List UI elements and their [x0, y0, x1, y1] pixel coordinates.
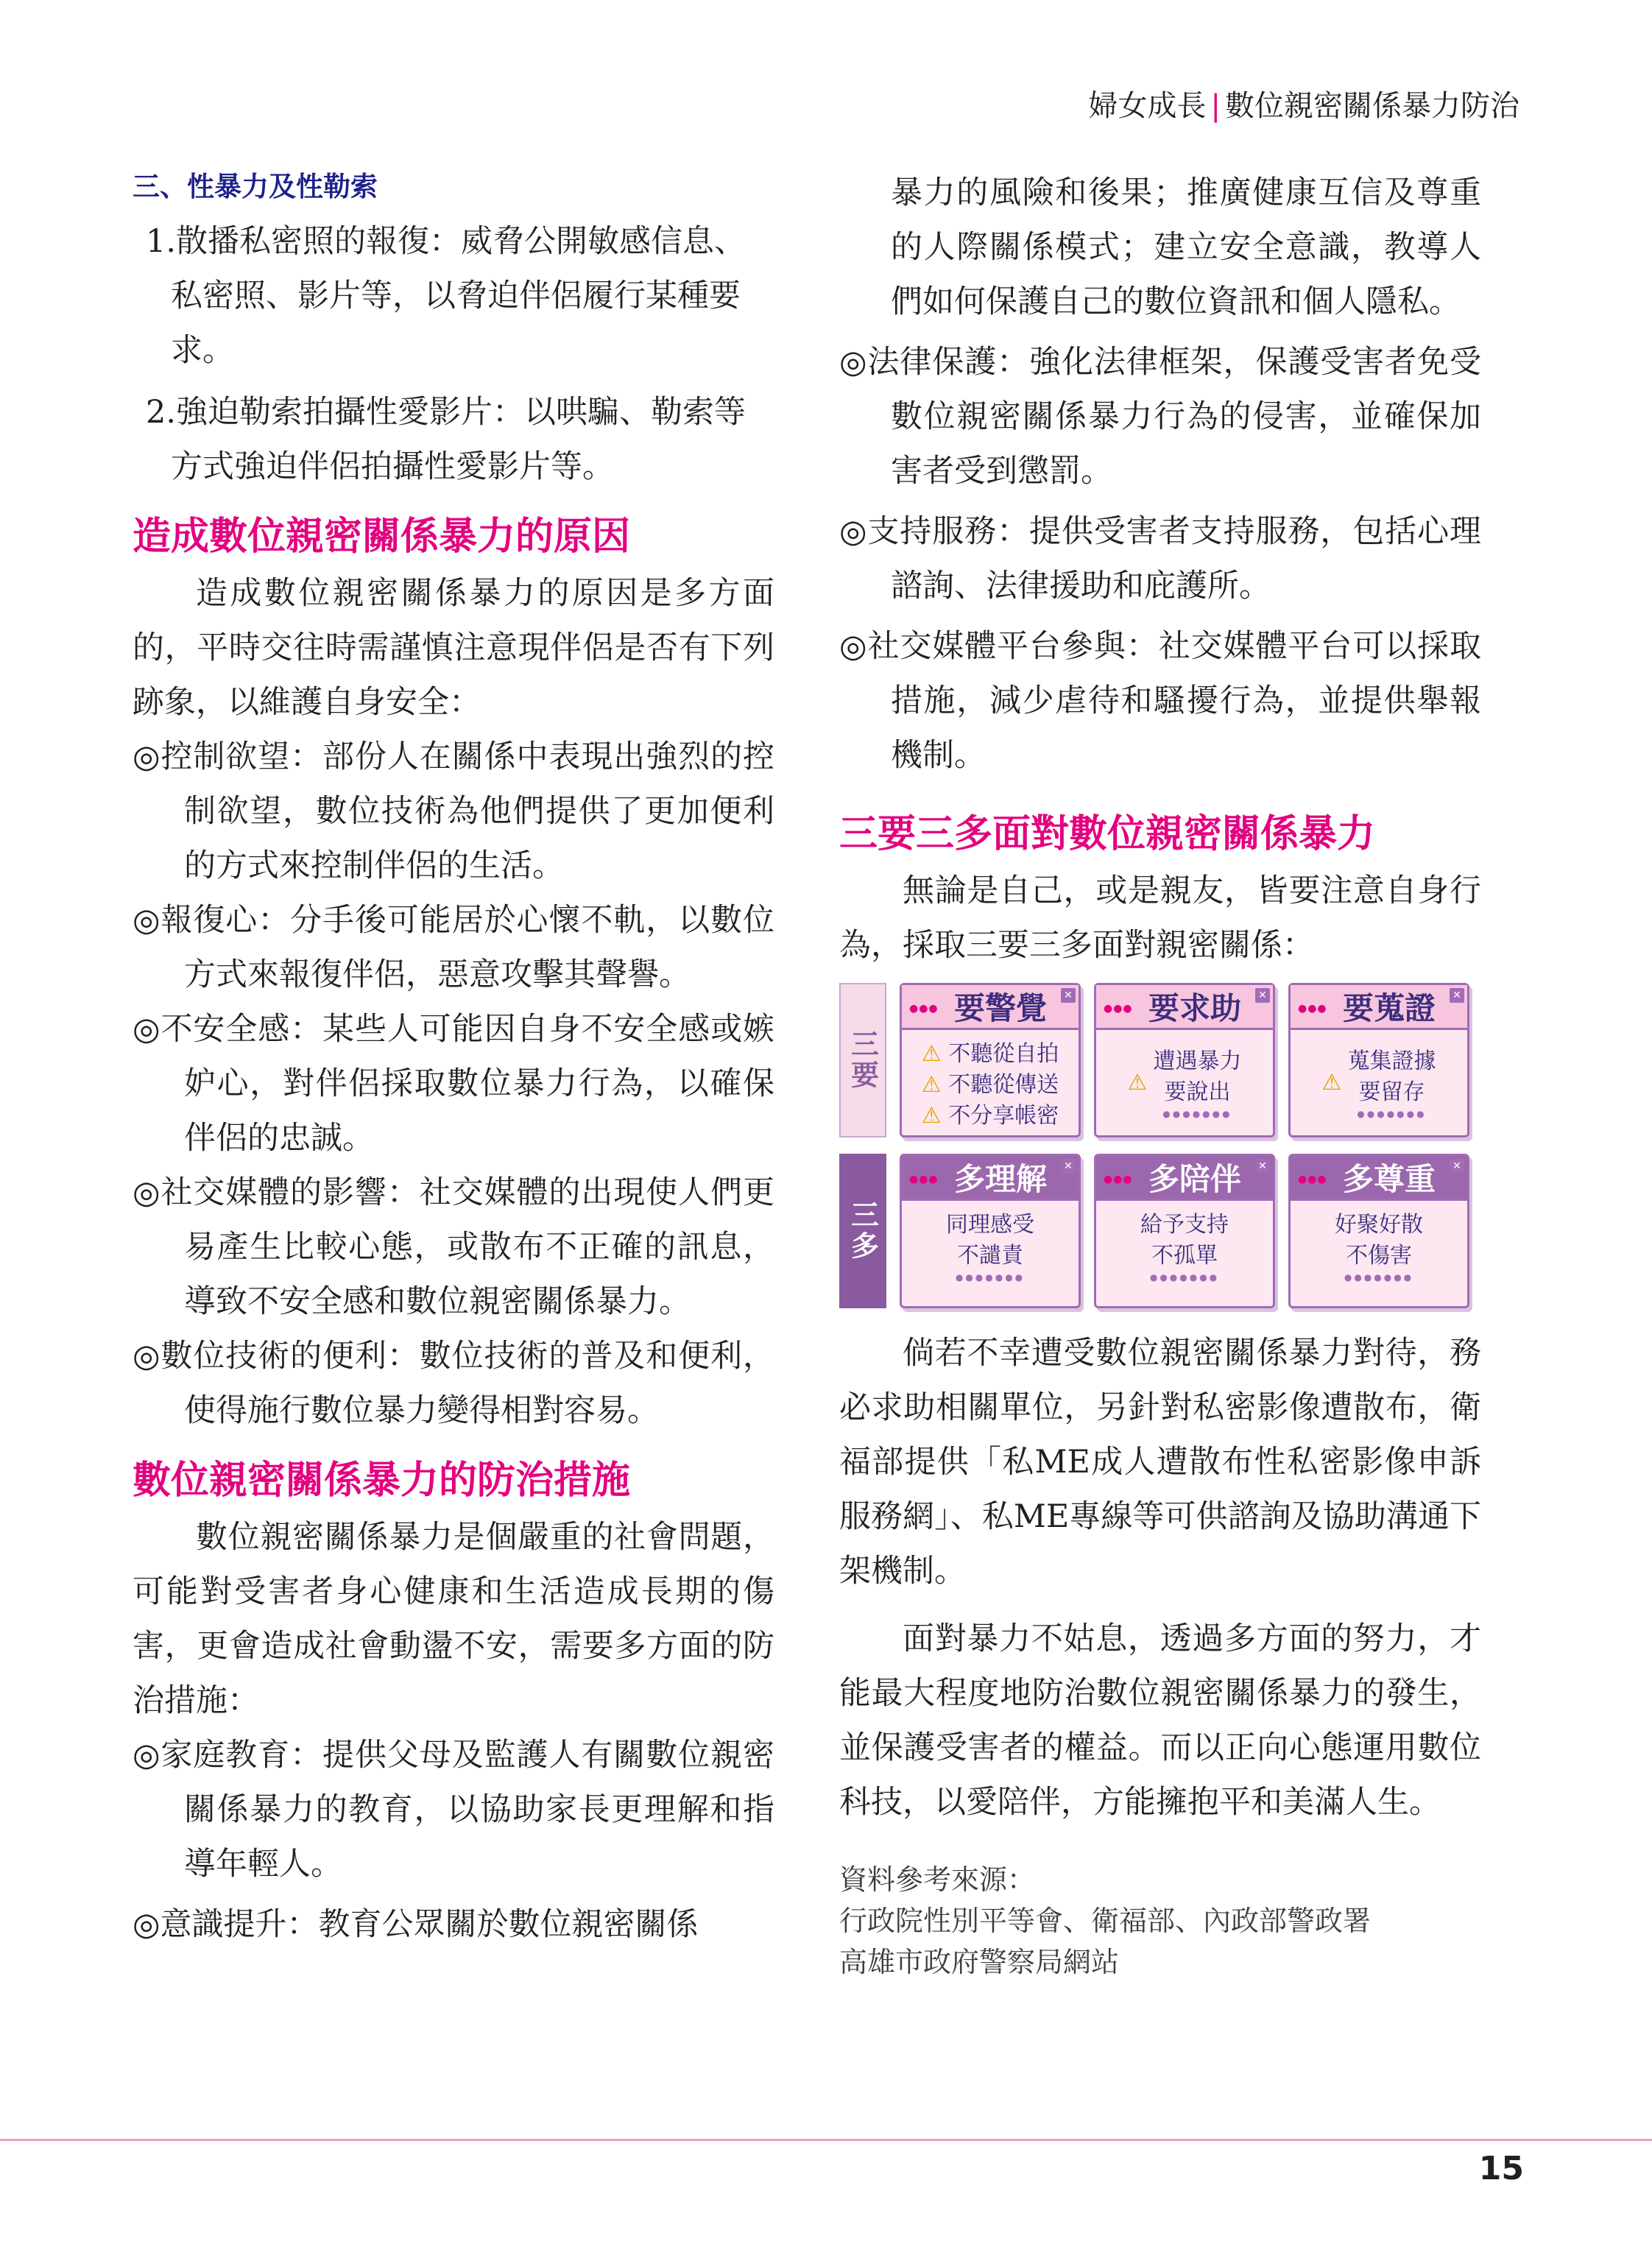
card-line: 不譴責: [957, 1243, 1023, 1269]
card-accompany: [1094, 1154, 1275, 1308]
footer-divider: [0, 2139, 1652, 2141]
three-musts-infographic: [839, 983, 1481, 1314]
close-icon: ✕: [1061, 1159, 1076, 1174]
row-label-three-mores: 三多: [839, 1154, 886, 1308]
card-line: 要留存: [1358, 1079, 1425, 1105]
dots-decoration: ●●●●●●●: [955, 1272, 1026, 1283]
card-evidence: [1288, 983, 1469, 1137]
close-icon: ✕: [1061, 988, 1076, 1003]
left-column: [133, 166, 774, 1952]
sub-heading: 三、性暴力及性勒索: [133, 171, 378, 202]
card-line: 好聚好散: [1335, 1212, 1423, 1238]
section-heading: 數位親密關係暴力的防治措施: [133, 1458, 631, 1503]
card-line: 給予支持: [1140, 1212, 1229, 1238]
card-respect: [1288, 1154, 1469, 1308]
dots-decoration: ●●●●●●●: [1357, 1109, 1427, 1119]
bullet-item: ◎不安全感：某些人可能因自身不安全感或嫉妒心，對伴侶採取數位暴力行為，以確保伴侶的忠誠。: [133, 1011, 774, 1157]
source-line: 高雄市政府警察局網站: [839, 1946, 1120, 1978]
dots-decoration: ●●●●●●●: [1344, 1272, 1414, 1283]
card-understand: [900, 1154, 1081, 1308]
continued-text: 暴力的風險和後果；推廣健康互信及尊重的人際關係模式；建立安全意識，教導人們如何保護自己的數位資訊和個人隱私。: [891, 174, 1481, 320]
window-dots-icon: ●●●: [909, 1003, 939, 1015]
card-title: 要蒐證: [1342, 990, 1436, 1026]
bullet-item: ◎報復心：分手後可能居於心懷不軌，以數位方式來報復伴侶，惡意攻擊其聲譽。: [133, 902, 774, 993]
window-dots-icon: ●●●: [1104, 1174, 1133, 1185]
header-section: 婦女成長: [1088, 89, 1207, 123]
paragraph: 造成數位親密關係暴力的原因是多方面的，平時交往時需謹慎注意現伴侶是否有下列跡象，以維護自身安全：: [133, 575, 774, 721]
close-icon: ✕: [1255, 1159, 1270, 1174]
numbered-item: 1.散播私密照的報復：威脅公開敏感信息、私密照、影片等，以脅迫伴侶履行某種要求。: [146, 223, 746, 369]
right-column: [839, 166, 1481, 1983]
card-line: 不聽從傳送: [948, 1072, 1059, 1098]
dots-decoration: ●●●●●●●: [1162, 1109, 1232, 1119]
bullet-item: ◎控制欲望：部份人在關係中表現出強烈的控制欲望，數位技術為他們提供了更加便利的方式來控制伴侶的生活。: [133, 738, 774, 884]
section-heading: 三要三多面對數位親密關係暴力: [839, 812, 1376, 856]
card-line: 不分享帳密: [948, 1103, 1059, 1129]
paragraph: 無論是自己，或是親友，皆要注意自身行為，採取三要三多面對親密關係：: [839, 872, 1481, 964]
bullet-item: ◎家庭教育：提供父母及監護人有關數位親密關係暴力的教育，以協助家長更理解和指導年輕人。: [133, 1737, 774, 1883]
bullet-item: ◎意識提升：教育公眾關於數位親密關係: [133, 1906, 699, 1943]
card-title: 多理解: [953, 1161, 1047, 1197]
card-line: 同理感受: [946, 1212, 1034, 1238]
card-line: 不傷害: [1346, 1243, 1412, 1269]
close-icon: ✕: [1450, 988, 1464, 1003]
bullet-item: ◎支持服務：提供受害者支持服務，包括心理諮詢、法律援助和庇護所。: [839, 513, 1481, 604]
card-line: 要說出: [1164, 1079, 1231, 1105]
window-dots-icon: ●●●: [1298, 1174, 1327, 1185]
bullet-item: ◎數位技術的便利：數位技術的普及和便利，使得施行數位暴力變得相對容易。: [133, 1338, 774, 1429]
bullet-item: ◎社交媒體平台參與：社交媒體平台可以採取措施，減少虐待和騷擾行為，並提供舉報機制。: [839, 628, 1481, 774]
dots-decoration: ●●●●●●●: [1149, 1272, 1220, 1283]
paragraph: 面對暴力不姑息，透過多方面的努力，才能最大程度地防治數位親密關係暴力的發生，並保護受害者的權益。而以正向心態運用數位科技，以愛陪伴，方能擁抱平和美滿人生。: [839, 1620, 1481, 1821]
paragraph: 倘若不幸遭受數位親密關係暴力對待，務必求助相關單位，另針對私密影像遭散布，衛福部提供「私ME成人遭散布性私密影像申訴服務網」、私ME專線等可供諮詢及協助溝通下架機制。: [839, 1335, 1481, 1590]
paragraph: 數位親密關係暴力是個嚴重的社會問題，可能對受害者身心健康和生活造成長期的傷害，更會造成社會動盪不安，需要多方面的防治措施：: [133, 1519, 774, 1719]
card-line: 不聽從自拍: [948, 1041, 1059, 1067]
header-separator: |: [1210, 89, 1221, 123]
bullet-item: ◎社交媒體的影響：社交媒體的出現使人們更易產生比較心態，或散布不正確的訊息，導致不安全感和數位親密關係暴力。: [133, 1174, 774, 1320]
warning-icon: ⚠: [1321, 1070, 1342, 1096]
window-dots-icon: ●●●: [909, 1174, 939, 1185]
window-dots-icon: ●●●: [1298, 1003, 1327, 1015]
source-line: 行政院性別平等會、衛福部、內政部警政署: [839, 1905, 1372, 1937]
card-title: 多陪伴: [1148, 1161, 1241, 1197]
warning-icon: ⚠: [1127, 1070, 1148, 1096]
card-alert: [900, 983, 1081, 1137]
reference-sources: [839, 1859, 1481, 1983]
page-number: 15: [1478, 2150, 1524, 2187]
card-title: 要警覺: [953, 990, 1047, 1026]
close-icon: ✕: [1450, 1159, 1464, 1174]
card-title: 要求助: [1148, 990, 1241, 1026]
source-label: 資料參考來源：: [839, 1863, 1036, 1896]
bullet-item: ◎法律保護：強化法律框架，保護受害者免受數位親密關係暴力行為的侵害，並確保加害者受到懲罰。: [839, 344, 1481, 490]
card-title: 多尊重: [1342, 1161, 1436, 1197]
card-line: 蒐集證據: [1347, 1048, 1436, 1074]
header-title: 數位親密關係暴力防治: [1225, 89, 1519, 123]
warning-icon: ⚠: [921, 1041, 942, 1067]
card-line: 遭遇暴力: [1153, 1048, 1242, 1074]
warning-icon: ⚠: [921, 1103, 942, 1129]
numbered-item: 2.強迫勒索拍攝性愛影片：以哄騙、勒索等方式強迫伴侶拍攝性愛影片等。: [146, 394, 746, 485]
row-label-three-musts: 三要: [839, 983, 886, 1137]
window-dots-icon: ●●●: [1104, 1003, 1133, 1015]
card-line: 不孤單: [1151, 1243, 1218, 1269]
card-seek-help: [1094, 983, 1275, 1137]
page-header: [1089, 82, 1519, 124]
close-icon: ✕: [1255, 988, 1270, 1003]
warning-icon: ⚠: [921, 1072, 942, 1098]
section-heading: 造成數位親密關係暴力的原因: [133, 515, 631, 559]
